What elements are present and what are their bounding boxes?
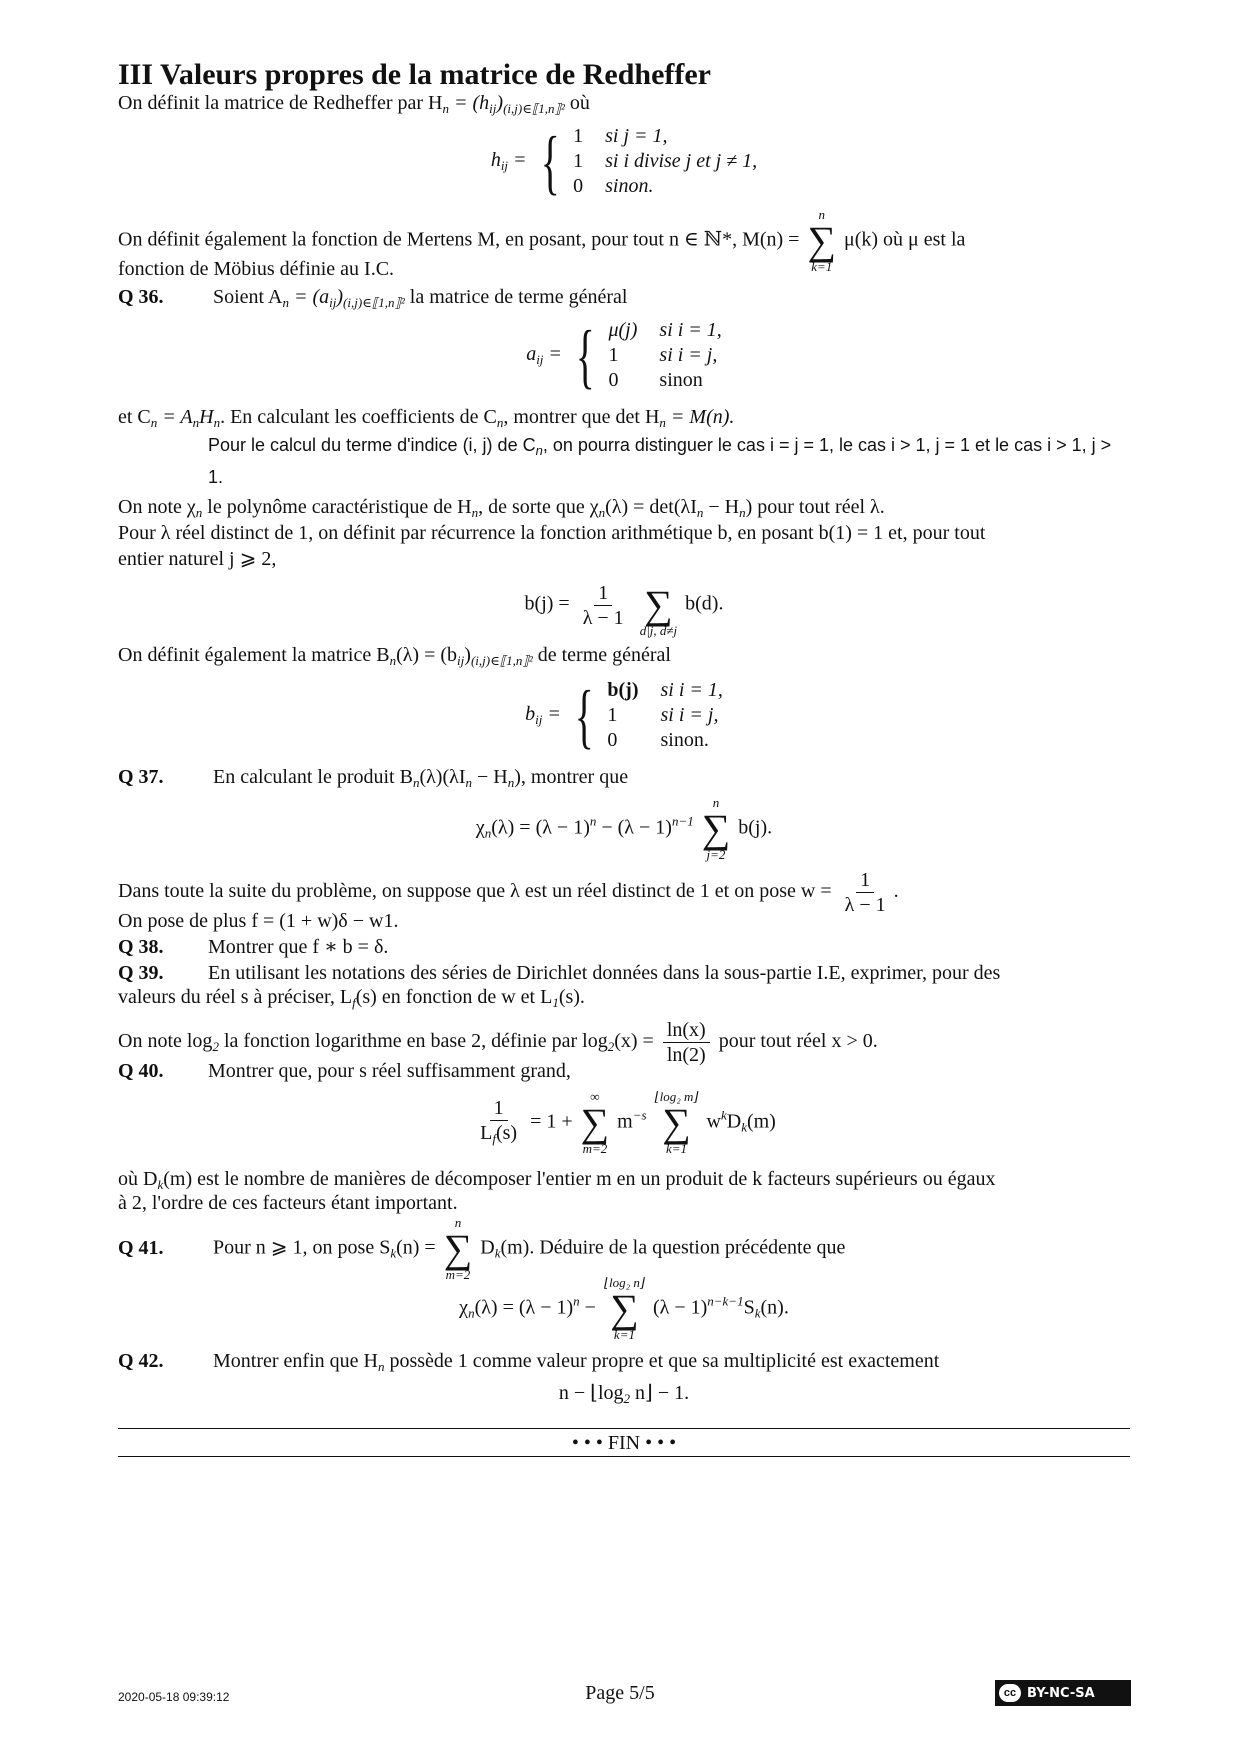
q42-formula: $n - ⌊\log_2$ n⌋ − 1. <box>558 1382 690 1406</box>
b-cases: b(j) si i = 1, 1 si i = j, 0 sinon. <box>607 679 723 751</box>
q42-statement: Q 42. Montrer enfin que $H_n$ possède 1 comme valeur propre et que sa multiplicité est exactement <box>118 1350 940 1374</box>
q36-statement: Q 36. Soient $A_n = (a_{ij})_{(i,j)\in⟦1,n⟧^2}$ la matrice de terme général <box>118 286 628 310</box>
char-poly-line3: entier naturel j ⩾ 2, <box>118 548 277 570</box>
q39-line2: valeurs du réel s à préciser, $L_f(s)$ en fonction de w et $L_1(s)$. <box>118 986 585 1010</box>
q40-after2: à 2, l'ordre de ces facteurs étant important. <box>118 1192 458 1214</box>
log2-definition: On note $\log_2$ la fonction logarithme en base 2, définie par $\log_2(x)$ = $\frac{\ln(x)}{\ln(2)}$ pour tout réel x > 0. <box>118 1019 878 1066</box>
assumption-line2: On pose de plus f = (1 + w)δ − w1. <box>118 910 399 932</box>
q40-statement: Q 40. Montrer que, pour s réel suffisamment grand, <box>118 1060 571 1082</box>
q42-label: Q 42. <box>118 1350 164 1372</box>
q36-label: Q 36. <box>118 286 164 308</box>
q37-formula: $\chi_n(\lambda) = (\lambda - 1)^n - (\lambda - 1)^{n-1}$ n ∑ j=2 b(j). <box>475 795 773 862</box>
q36-after: et $C_n = A_nH_n$. En calculant les coefficients de $C_n$, montrer que $\det H_n = M(n)$. <box>118 406 735 430</box>
cc-license-badge <box>995 1680 1131 1706</box>
q40-label: Q 40. <box>118 1060 164 1082</box>
assumption-line1: Dans toute la suite du problème, on suppose que λ est un réel distinct de 1 et on pose w = $\frac{1}{\lambda - 1}$ . <box>118 869 899 916</box>
char-poly-line2: Pour λ réel distinct de 1, on définit par récurrence la fonction arithmétique b, en posant b(1) = 1 et, pour tout <box>118 522 986 544</box>
q41-label: Q 41. <box>118 1236 164 1259</box>
q41-statement: Q 41. Pour n ⩾ 1, on pose $S_k(n)$ = n ∑ m=2 $D_k(m)$. Déduire de la question précédente que <box>118 1215 846 1282</box>
fin-rule-bottom <box>118 1456 1130 1457</box>
b-cases-formula: $b_{ij}$ = { b(j) si i = 1, 1 si i = j, 0 sinon. <box>525 675 723 756</box>
b-matrix-definition: On définit également la matrice $B_n(\lambda) = (b_{ij})_{(i,j)\in⟦1,n⟧^2}$ de terme général <box>118 644 671 668</box>
fin-marker: • • • FIN • • • <box>571 1432 677 1454</box>
q37-label: Q 37. <box>118 766 164 788</box>
h-cases-formula: $h_{ij}$ = { 1 si j = 1, 1 si i divise j et j ≠ 1, 0 sinon. <box>490 121 758 202</box>
q39-label: Q 39. <box>118 962 164 984</box>
q41-formula: $\chi_n(\lambda) = (\lambda - 1)^n$ − ⌊log₂ n⌋ ∑ k=1 $(\lambda - 1)^{n-k-1}S_k(n)$. <box>459 1275 789 1342</box>
a-cases: μ(j) si i = 1, 1 si i = j, 0 sinon <box>608 319 722 391</box>
q40-formula: $\frac{1}{L_f(s)}$ = 1 + ∞ ∑ m=2 $m^{-s}$ ⌊log₂ m⌋ ∑ k=1 $w^kD_k(m)$ <box>480 1089 776 1156</box>
cc-icon: cc <box>999 1684 1021 1702</box>
q38-label: Q 38. <box>118 936 164 958</box>
footer-timestamp: 2020-05-18 09:39:12 <box>118 1690 230 1704</box>
h-cases: 1 si j = 1, 1 si i divise j et j ≠ 1, 0 sinon. <box>573 125 758 197</box>
mertens-line2: fonction de Möbius définie au I.C. <box>118 258 395 280</box>
redheffer-definition: On définit la matrice de Redheffer par $H_n = (h_{ij})_{(i,j)\in⟦1,n⟧^2}$ où <box>118 92 590 116</box>
fin-rule-top <box>118 1428 1130 1429</box>
q40-after1: où $D_k(m)$ est le nombre de manières de décomposer l'entier m en un produit de k facteurs supérieurs ou égaux <box>118 1168 996 1192</box>
mertens-definition: On définit également la fonction de Mertens M, en posant, pour tout n ∈ ℕ*, M(n) = n ∑ k=1 μ(k) où μ est la <box>118 207 966 274</box>
q36-hint: Pour le calcul du terme d'indice (i, j) de $C_n$, on pourra distinguer le cas i = j = 1, le cas i > 1, j = 1 et le cas i > 1, j > 1. <box>208 435 1112 487</box>
b-recurrence-formula: b(j) = $\frac{1}{\lambda - 1}$ ∑ d|j, d≠j b(d). <box>524 581 724 638</box>
a-cases-formula: $a_{ij}$ = { μ(j) si i = 1, 1 si i = j, 0 sinon <box>526 315 722 396</box>
page-number: Page 5/5 <box>585 1682 655 1704</box>
q38-statement: Q 38. Montrer que f ∗ b = δ. <box>118 936 389 958</box>
section-title: III Valeurs propres de la matrice de Redheffer <box>118 58 711 91</box>
char-poly-line1: On note $\chi_n$ le polynôme caractéristique de $H_n$, de sorte que $\chi_n(\lambda) = \det(\lambda I_n - H_n)$ pour tout réel λ. <box>118 496 885 520</box>
license-text: BY-NC-SA <box>1027 1685 1095 1701</box>
q39-statement: Q 39. En utilisant les notations des séries de Dirichlet données dans la sous-partie I.E, exprimer, pour des <box>118 962 1001 984</box>
q37-statement: Q 37. En calculant le produit $B_n(\lambda)(\lambda I_n - H_n)$, montrer que <box>118 766 629 790</box>
